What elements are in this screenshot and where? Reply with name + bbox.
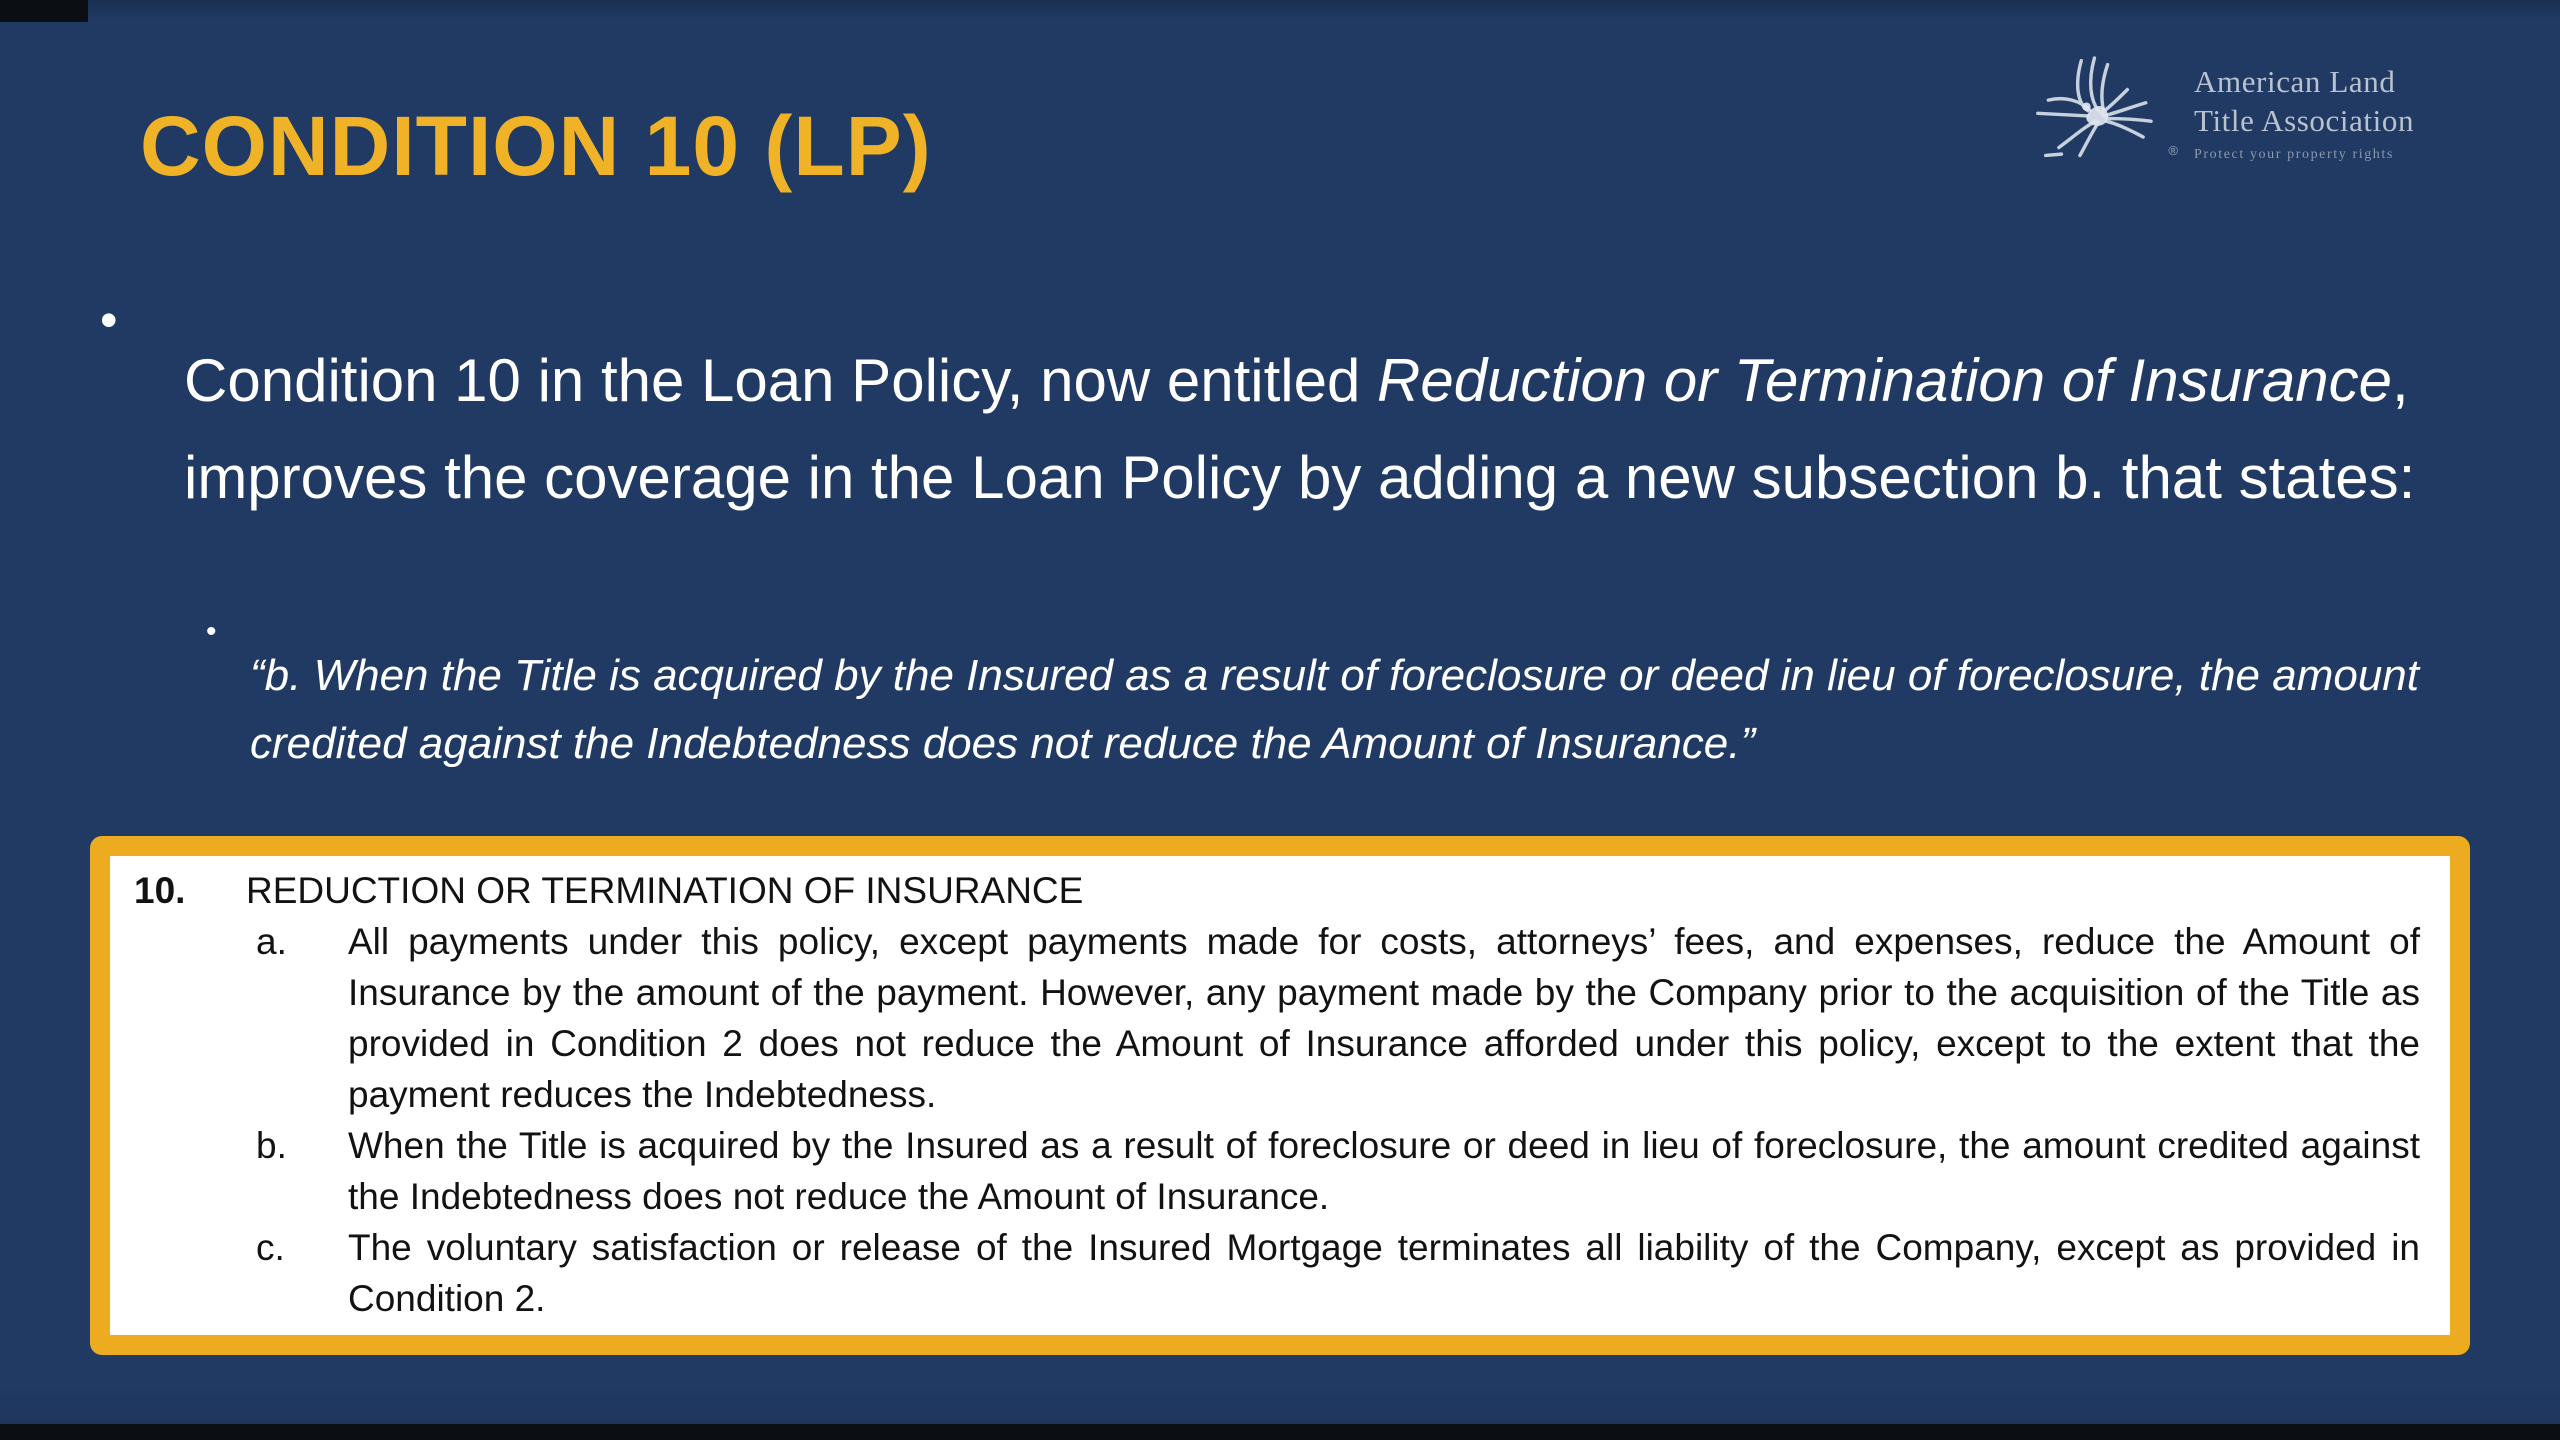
sub-bullet-quote xyxy=(206,598,2420,822)
policy-condition-number: 10. xyxy=(134,870,186,911)
policy-item-c xyxy=(256,1222,2420,1324)
logo-name-line2: Title Association xyxy=(2194,102,2415,138)
registered-trademark-mark: ® xyxy=(2168,143,2178,158)
policy-item-c-label: c. xyxy=(256,1227,285,1268)
main-bullet-segment-2-italic: Reduction or Termination of Insurance xyxy=(1377,347,2393,414)
bullet-icon: • xyxy=(100,292,118,348)
alta-logo xyxy=(2022,52,2414,172)
policy-heading-row xyxy=(124,865,2420,916)
policy-item-b xyxy=(256,1120,2420,1222)
policy-item-b-text: When the Title is acquired by the Insured as a result of foreclosure or deed in lieu of foreclosure, the amount credited against the Indebtedness does not reduce the Amount of Insurance. xyxy=(348,1125,2420,1217)
letterbox-bottom-bar xyxy=(0,1424,2560,1440)
policy-item-a xyxy=(256,916,2420,1120)
sub-bullet-icon: • xyxy=(206,615,217,648)
slide-title: CONDITION 10 (LP) xyxy=(140,99,932,194)
logo-name-line1: American Land xyxy=(2194,63,2396,99)
alta-eagle-icon xyxy=(2022,52,2180,172)
policy-item-b-label: b. xyxy=(256,1125,287,1166)
policy-excerpt-box xyxy=(90,836,2470,1355)
policy-item-a-text: All payments under this policy, except payments made for costs, attorneys’ fees, and expenses, reduce the Amount of Insurance by the amount of the payment. However, any payment made by the Company prior to the acquisition of the Title as provided in Condition 2 does not reduce the Amount of Insurance afforded under this policy, except to the extent that the payment reduces the Indebtedness. xyxy=(348,921,2420,1115)
alta-logo-text xyxy=(2194,62,2414,163)
policy-item-c-text: The voluntary satisfaction or release of the Insured Mortgage terminates all liability of the Company, except as provided in Condition 2. xyxy=(348,1227,2420,1319)
main-bullet-segment-1: Condition 10 in the Loan Policy, now entitled xyxy=(184,347,1377,414)
sub-bullet-text: “b. When the Title is acquired by the Insured as a result of foreclosure or deed in lieu of foreclosure, the amount credited against the Indebtedness does not reduce the Amount of Insurance.” xyxy=(250,651,2419,768)
main-bullet-segment-3: , improves the coverage in the Loan Policy by adding a new subsection b. that states: xyxy=(184,347,2416,511)
policy-condition-heading: REDUCTION OR TERMINATION OF INSURANCE xyxy=(246,870,1084,911)
logo-tagline: Protect your property rights xyxy=(2194,146,2394,162)
policy-item-a-label: a. xyxy=(256,921,287,962)
main-bullet xyxy=(100,272,2462,586)
main-bullet-text xyxy=(184,332,2462,526)
letterbox-corner xyxy=(0,0,88,22)
